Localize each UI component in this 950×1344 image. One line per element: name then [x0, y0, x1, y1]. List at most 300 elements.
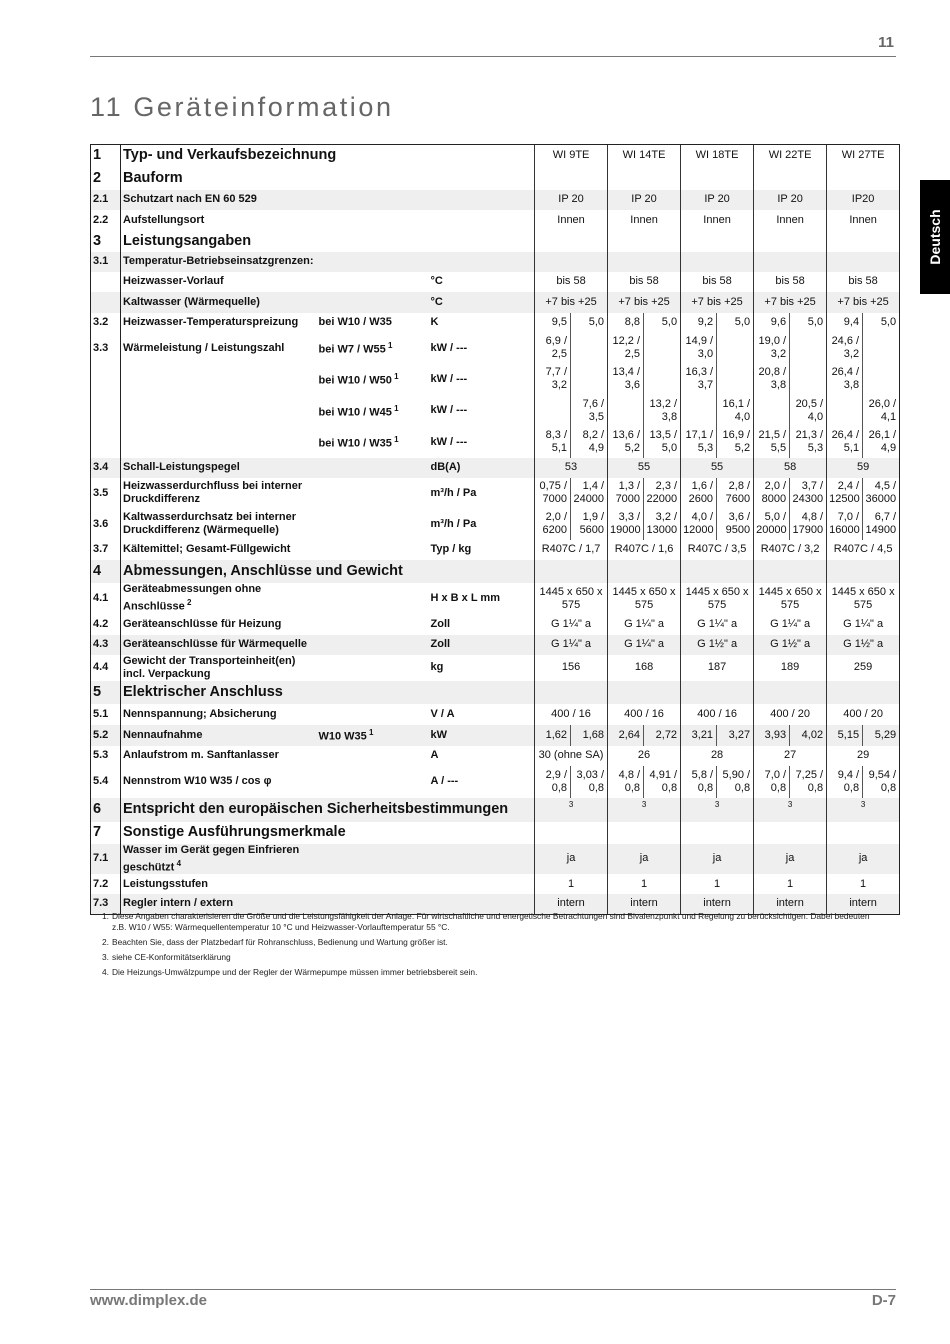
empty-cell	[608, 231, 681, 252]
value-cell: 1,6 / 2600	[681, 478, 717, 509]
row-number	[91, 364, 121, 395]
empty-cell	[754, 681, 827, 704]
row-unit: m³/h / Pa	[429, 478, 535, 509]
footnote-text: Beachten Sie, dass der Platzbedarf für Rohranschluss, Bedienung und Wartung größer ist.	[112, 937, 448, 947]
row-condition	[317, 746, 429, 766]
footer-divider	[90, 1289, 896, 1290]
row-condition	[317, 333, 429, 364]
value-cell: 17,1 / 5,3	[681, 427, 717, 458]
empty-cell	[827, 252, 900, 272]
page-title: 11 Geräteinformation	[90, 92, 394, 122]
model-name: WI 18TE	[681, 145, 754, 167]
empty-cell	[827, 681, 900, 704]
value-cell: 2,8 / 7600	[717, 478, 754, 509]
value-cell: 6,9 / 2,5	[535, 333, 571, 364]
value-cell: 5,0	[717, 313, 754, 333]
row-number: 5.2	[91, 725, 121, 746]
row-condition	[317, 364, 429, 395]
value-cell: 9,2	[681, 313, 717, 333]
row-condition	[317, 313, 429, 333]
row-number: 7.2	[91, 874, 121, 894]
row-label	[121, 231, 535, 252]
header-divider	[90, 56, 896, 57]
empty-cell	[681, 167, 754, 190]
value-cell: G 1¼" a	[681, 615, 754, 635]
row-condition	[317, 272, 429, 292]
value-cell: 20,8 / 3,8	[754, 364, 790, 395]
row-label-text: Anlaufstrom m. Sanftanlasser	[123, 749, 279, 761]
row-label	[121, 822, 535, 844]
row-number: 7.3	[91, 894, 121, 914]
page-number: 11	[878, 34, 894, 51]
table-row	[91, 272, 900, 292]
empty-cell	[608, 822, 681, 844]
section-row	[91, 822, 900, 844]
value-cell: 189	[754, 655, 827, 681]
row-label-text: Temperatur-Betriebseinsatzgrenzen:	[123, 255, 314, 267]
value-cell: +7 bis +25	[681, 292, 754, 313]
value-cell: 259	[827, 655, 900, 681]
row-label	[121, 509, 317, 540]
row-label-text: Entspricht den europäischen Sicherheitsbestimmungen	[123, 801, 509, 817]
language-tab	[920, 180, 950, 294]
value-cell: 26,0 / 4,1	[863, 395, 900, 427]
row-unit: K	[429, 313, 535, 333]
row-label	[121, 704, 317, 725]
value-cell: Innen	[535, 210, 608, 231]
empty-cell	[754, 231, 827, 252]
empty-cell	[681, 822, 754, 844]
footer-page-ref: D-7	[871, 1292, 896, 1309]
value-cell: 29	[827, 746, 900, 766]
row-unit	[429, 844, 535, 875]
table-row	[91, 540, 900, 560]
value-cell: 5,0 / 20000	[754, 509, 790, 540]
value-cell: intern	[827, 894, 900, 914]
value-cell: 7,0 / 16000	[827, 509, 863, 540]
value-cell: 13,2 / 3,8	[644, 395, 681, 427]
section-row	[91, 798, 900, 822]
row-number: 3	[91, 231, 121, 252]
row-unit	[429, 190, 535, 210]
value-cell: 16,1 / 4,0	[717, 395, 754, 427]
value-cell: 28	[681, 746, 754, 766]
row-number	[91, 272, 121, 292]
row-label-text: Wasser im Gerät gegen Einfrieren geschützt	[123, 843, 300, 874]
row-number	[91, 292, 121, 313]
value-cell: 1445 x 650 x 575	[535, 583, 608, 615]
footnotes	[102, 911, 882, 982]
value-cell: R407C / 4,5	[827, 540, 900, 560]
table-row	[91, 478, 900, 509]
section-row	[91, 560, 900, 583]
empty-cell	[535, 167, 608, 190]
value-cell: G 1½" a	[681, 635, 754, 655]
row-label	[121, 766, 317, 798]
value-cell: 4,8 / 17900	[790, 509, 827, 540]
value-cell: 26,1 / 4,9	[863, 427, 900, 458]
value-cell: 2,64	[608, 725, 644, 746]
row-number: 7	[91, 822, 121, 844]
row-label-text: Regler intern / extern	[123, 897, 234, 910]
value-cell	[681, 395, 717, 427]
row-label-text: Nennstrom W10 W35 / cos φ	[123, 775, 272, 787]
value-cell: 5,90 / 0,8	[717, 766, 754, 798]
row-number: 2.2	[91, 210, 121, 231]
value-cell: 3,93	[754, 725, 790, 746]
row-label-text: Nennaufnahme	[123, 728, 203, 741]
empty-cell	[681, 560, 754, 583]
value-cell: G 1½" a	[827, 635, 900, 655]
section-row	[91, 145, 900, 167]
value-cell: 1	[608, 874, 681, 894]
row-number: 7.1	[91, 844, 121, 875]
model-name: WI 27TE	[827, 145, 900, 167]
empty-cell	[681, 252, 754, 272]
value-cell: 4,02	[790, 725, 827, 746]
value-cell: bis 58	[754, 272, 827, 292]
value-cell: 8,8	[608, 313, 644, 333]
row-label-text: Geräteabmessungen ohne Anschlüsse	[123, 583, 262, 613]
value-cell: 8,2 / 4,9	[571, 427, 608, 458]
empty-cell	[827, 231, 900, 252]
row-condition	[317, 583, 429, 615]
row-number: 4.1	[91, 583, 121, 615]
value-cell: 58	[754, 458, 827, 478]
value-cell: 1,3 / 7000	[608, 478, 644, 509]
value-cell: 13,5 / 5,0	[644, 427, 681, 458]
value-cell: +7 bis +25	[608, 292, 681, 313]
table-row	[91, 725, 900, 746]
table-row	[91, 252, 900, 272]
table-row	[91, 704, 900, 725]
value-cell: 53	[535, 458, 608, 478]
row-unit: A	[429, 746, 535, 766]
row-label-text: Schutzart nach EN 60 529	[123, 193, 257, 205]
footnote-number: 3.	[102, 952, 109, 962]
row-number: 3.4	[91, 458, 121, 478]
row-label	[121, 655, 317, 681]
value-cell: +7 bis +25	[827, 292, 900, 313]
value-cell: 3,27	[717, 725, 754, 746]
footnote-ref: 1	[391, 403, 399, 413]
value-cell: 400 / 16	[681, 704, 754, 725]
value-cell	[644, 333, 681, 364]
row-label	[121, 560, 535, 583]
row-label-text: Geräteanschlüsse für Wärmequelle	[123, 638, 308, 650]
value-cell: G 1¼" a	[535, 615, 608, 635]
model-name: WI 9TE	[535, 145, 608, 167]
empty-cell	[535, 231, 608, 252]
row-unit: Typ / kg	[429, 540, 535, 560]
value-cell: 7,6 / 3,5	[571, 395, 608, 427]
value-cell: 1445 x 650 x 575	[608, 583, 681, 615]
value-cell: 9,54 / 0,8	[863, 766, 900, 798]
row-label	[121, 615, 317, 635]
value-cell: bis 58	[681, 272, 754, 292]
value-cell: 55	[681, 458, 754, 478]
value-cell: G 1¼" a	[608, 635, 681, 655]
value-cell: 3,3 / 19000	[608, 509, 644, 540]
row-number	[91, 427, 121, 458]
value-cell	[717, 333, 754, 364]
table-row	[91, 615, 900, 635]
value-cell: 1445 x 650 x 575	[827, 583, 900, 615]
empty-cell	[827, 822, 900, 844]
footnote-ref: 1	[391, 435, 399, 445]
row-label-text: Typ- und Verkaufsbezeichnung	[123, 147, 337, 164]
row-number: 5.3	[91, 746, 121, 766]
value-cell: 5,15	[827, 725, 863, 746]
value-cell	[863, 364, 900, 395]
value-cell: 4,91 / 0,8	[644, 766, 681, 798]
value-cell: 2,0 / 8000	[754, 478, 790, 509]
section-row	[91, 167, 900, 190]
value-cell: ja	[681, 844, 754, 875]
row-condition	[317, 292, 429, 313]
table-row	[91, 458, 900, 478]
row-condition	[317, 635, 429, 655]
footnote-number: 4.	[102, 967, 109, 977]
row-label	[121, 333, 317, 364]
value-cell: IP 20	[681, 190, 754, 210]
value-cell: 1445 x 650 x 575	[754, 583, 827, 615]
empty-cell	[754, 822, 827, 844]
value-cell: ja	[535, 844, 608, 875]
row-condition	[317, 540, 429, 560]
empty-cell	[827, 560, 900, 583]
row-condition	[317, 478, 429, 509]
value-cell: 7,7 / 3,2	[535, 364, 571, 395]
value-cell: 187	[681, 655, 754, 681]
value-cell: 5,0	[790, 313, 827, 333]
value-cell: 4,8 / 0,8	[608, 766, 644, 798]
value-cell: 1,9 / 5600	[571, 509, 608, 540]
model-name: WI 22TE	[754, 145, 827, 167]
value-cell: IP 20	[535, 190, 608, 210]
row-unit: A / ---	[429, 766, 535, 798]
value-cell: 5,0	[644, 313, 681, 333]
value-cell: 2,3 / 22000	[644, 478, 681, 509]
empty-cell	[535, 822, 608, 844]
table-row	[91, 364, 900, 395]
table-row	[91, 655, 900, 681]
footnote-ref: 1	[391, 372, 399, 382]
row-unit: H x B x L mm	[429, 583, 535, 615]
table-row	[91, 427, 900, 458]
value-cell: 2,9 / 0,8	[535, 766, 571, 798]
row-label	[121, 540, 317, 560]
row-unit: V / A	[429, 704, 535, 725]
row-condition	[317, 725, 429, 746]
value-cell: ja	[827, 844, 900, 875]
value-cell	[717, 364, 754, 395]
row-number: 4.2	[91, 615, 121, 635]
row-label-text: Heizwasser-Vorlauf	[123, 275, 224, 287]
value-cell: 19,0 / 3,2	[754, 333, 790, 364]
value-cell: 2,4 / 12500	[827, 478, 863, 509]
footnote-item	[102, 937, 882, 948]
value-cell: 7,25 / 0,8	[790, 766, 827, 798]
row-condition-text: bei W10 / W45	[318, 406, 392, 419]
footnote-ref: 1	[385, 341, 393, 351]
row-condition	[317, 655, 429, 681]
row-label	[121, 725, 317, 746]
value-cell	[608, 395, 644, 427]
table-row	[91, 635, 900, 655]
value-cell: 3,03 / 0,8	[571, 766, 608, 798]
value-cell: 24,6 / 3,2	[827, 333, 863, 364]
value-cell: ja	[608, 844, 681, 875]
row-label	[121, 395, 317, 427]
value-cell: 4,5 / 36000	[863, 478, 900, 509]
value-cell	[790, 364, 827, 395]
empty-cell	[608, 560, 681, 583]
table-row	[91, 844, 900, 875]
row-label	[121, 427, 317, 458]
value-cell: ja	[754, 844, 827, 875]
value-cell: 55	[608, 458, 681, 478]
row-label-text: Sonstige Ausführungsmerkmale	[123, 824, 346, 840]
row-number: 2	[91, 167, 121, 190]
row-label-text: Elektrischer Anschluss	[123, 683, 283, 700]
row-unit	[429, 874, 535, 894]
value-cell: 168	[608, 655, 681, 681]
row-label-text: Gewicht der Transporteinheit(en) incl. Verpackung	[123, 654, 296, 680]
value-cell: 30 (ohne SA)	[535, 746, 608, 766]
footnote-ref: 3	[535, 798, 608, 822]
row-label-text: Kaltwasser (Wärmequelle)	[123, 295, 260, 308]
row-label	[121, 167, 535, 190]
table-row	[91, 583, 900, 615]
row-unit: °C	[429, 272, 535, 292]
value-cell: 1445 x 650 x 575	[681, 583, 754, 615]
value-cell: 1	[681, 874, 754, 894]
row-condition	[317, 252, 429, 272]
row-number	[91, 395, 121, 427]
value-cell: R407C / 1,7	[535, 540, 608, 560]
empty-cell	[608, 252, 681, 272]
value-cell: bis 58	[827, 272, 900, 292]
value-cell: 5,29	[863, 725, 900, 746]
value-cell: R407C / 1,6	[608, 540, 681, 560]
empty-cell	[754, 560, 827, 583]
value-cell: 12,2 / 2,5	[608, 333, 644, 364]
row-condition-text: bei W10 / W35	[318, 316, 392, 328]
value-cell: intern	[681, 894, 754, 914]
row-label	[121, 313, 317, 333]
value-cell: 1,68	[571, 725, 608, 746]
row-label	[121, 458, 317, 478]
row-unit: kW / ---	[429, 427, 535, 458]
value-cell: intern	[754, 894, 827, 914]
value-cell: 7,0 / 0,8	[754, 766, 790, 798]
empty-cell	[535, 252, 608, 272]
value-cell: 9,5	[535, 313, 571, 333]
row-unit: kg	[429, 655, 535, 681]
row-condition	[317, 615, 429, 635]
row-label-text: Aufstellungsort	[123, 213, 205, 226]
value-cell: 5,0	[863, 313, 900, 333]
value-cell: 400 / 20	[754, 704, 827, 725]
value-cell: G 1¼" a	[535, 635, 608, 655]
value-cell: 27	[754, 746, 827, 766]
value-cell: 400 / 16	[535, 704, 608, 725]
value-cell: G 1½" a	[754, 635, 827, 655]
value-cell: 26,4 / 5,1	[827, 427, 863, 458]
row-label	[121, 364, 317, 395]
row-label	[121, 681, 535, 704]
table-row	[91, 333, 900, 364]
value-cell: intern	[608, 894, 681, 914]
row-number: 5	[91, 681, 121, 704]
row-condition-text: bei W10 / W35	[318, 437, 392, 450]
row-unit: kW / ---	[429, 364, 535, 395]
row-label-text: Wärmeleistung / Leistungszahl	[123, 341, 285, 354]
value-cell: 5,0	[571, 313, 608, 333]
row-number: 1	[91, 145, 121, 167]
row-label-text: Kältemittel; Gesamt-Füllgewicht	[123, 543, 291, 555]
value-cell	[571, 333, 608, 364]
value-cell: 21,3 / 5,3	[790, 427, 827, 458]
footnote-ref: 3	[827, 798, 900, 822]
value-cell: 26	[608, 746, 681, 766]
footnote-ref: 3	[608, 798, 681, 822]
table-row	[91, 313, 900, 333]
technical-data-table	[90, 144, 900, 915]
value-cell: 3,21	[681, 725, 717, 746]
row-condition	[317, 190, 429, 210]
row-label-text: Leistungsstufen	[123, 877, 208, 890]
value-cell: R407C / 3,5	[681, 540, 754, 560]
value-cell: 9,4 / 0,8	[827, 766, 863, 798]
value-cell: 1,62	[535, 725, 571, 746]
row-label	[121, 252, 317, 272]
value-cell: 6,7 / 14900	[863, 509, 900, 540]
empty-cell	[681, 231, 754, 252]
value-cell: 4,0 / 12000	[681, 509, 717, 540]
footnote-ref: 1	[366, 728, 374, 738]
footnote-number: 1.	[102, 911, 109, 921]
row-label	[121, 292, 317, 313]
footnote-ref: 4	[174, 858, 182, 868]
row-label-text: Nennspannung; Absicherung	[123, 707, 277, 720]
table-row	[91, 190, 900, 210]
empty-cell	[535, 560, 608, 583]
value-cell: 16,9 / 5,2	[717, 427, 754, 458]
row-label-text: Geräteanschlüsse für Heizung	[123, 618, 282, 630]
value-cell: IP 20	[608, 190, 681, 210]
row-label	[121, 874, 317, 894]
value-cell: intern	[535, 894, 608, 914]
table-row	[91, 509, 900, 540]
row-number: 3.6	[91, 509, 121, 540]
row-condition	[317, 874, 429, 894]
row-number: 3.3	[91, 333, 121, 364]
value-cell: 5,8 / 0,8	[681, 766, 717, 798]
row-unit: kW	[429, 725, 535, 746]
row-label	[121, 635, 317, 655]
row-condition	[317, 766, 429, 798]
row-number: 3.2	[91, 313, 121, 333]
row-label-text: Bauform	[123, 169, 183, 186]
table-row	[91, 874, 900, 894]
value-cell: 156	[535, 655, 608, 681]
value-cell	[863, 333, 900, 364]
row-number: 4	[91, 560, 121, 583]
value-cell: 3,2 / 13000	[644, 509, 681, 540]
row-number: 4.3	[91, 635, 121, 655]
